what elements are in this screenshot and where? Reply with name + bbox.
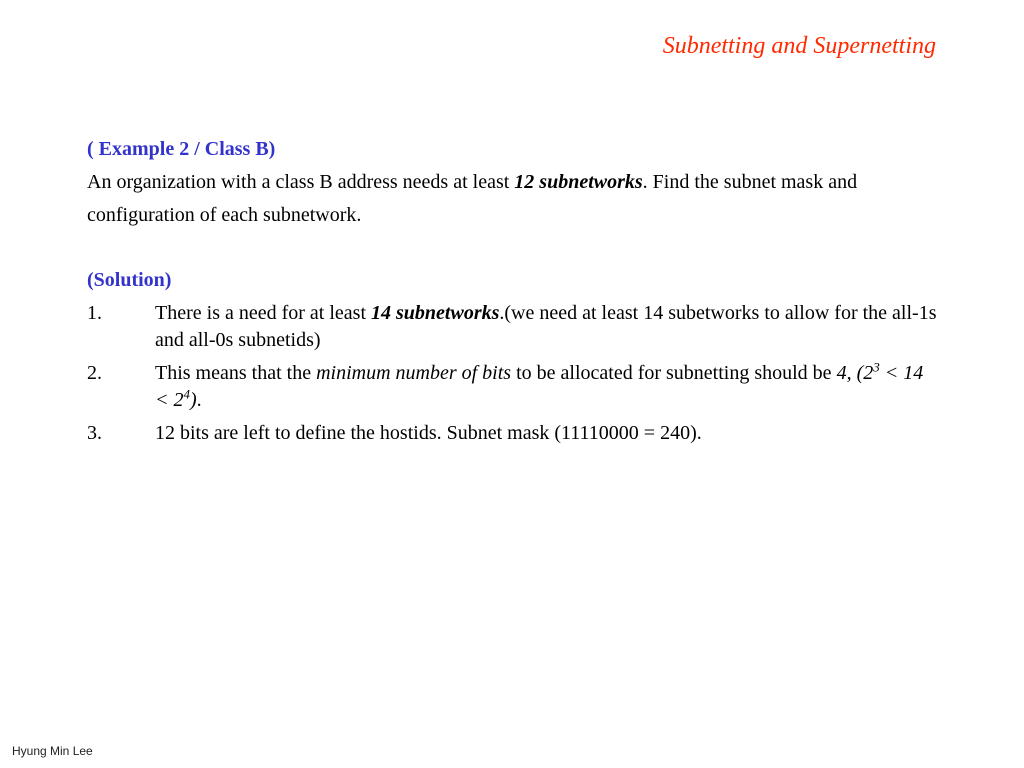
formula-part-a: 4, (2 <box>836 362 874 384</box>
problem-text-end: . Find the subnet mask and configuration of each subnetwork. <box>87 171 858 226</box>
solution-heading: (Solution) <box>87 269 172 291</box>
step-text-end: .(we need at least 14 subetworks to allow for the all-1s and all-0s subnetids) <box>155 302 937 351</box>
step-text: 12 bits are left to define the hostids. Subnet mask (11110000 = 240). <box>155 422 702 444</box>
formula-part-c: ) <box>190 389 197 411</box>
step-number: 2. <box>87 362 102 384</box>
step-number: 1. <box>87 302 102 324</box>
step-number: 3. <box>87 422 102 444</box>
exponent-2: 4 <box>183 386 190 402</box>
step-text <box>155 300 937 354</box>
step-text <box>155 360 937 414</box>
solution-step-2 <box>87 357 937 417</box>
solution-step-3 <box>87 417 937 450</box>
problem-emphasis: 12 subnetworks <box>514 171 643 193</box>
footer-author: Hyung Min Lee <box>12 744 93 758</box>
problem-text-start: An organization with a class B address needs at least <box>87 171 515 193</box>
slide-content <box>87 133 937 450</box>
step-emphasis: 14 subnetworks <box>371 302 500 324</box>
step-text-end: . <box>196 389 202 411</box>
solution-step-1 <box>87 297 937 357</box>
formula-part-b: < 14 < 2 <box>155 362 924 411</box>
slide-title: Subnetting and Supernetting <box>662 33 936 59</box>
step-text-start: This means that the <box>155 362 317 384</box>
spacer <box>87 232 937 264</box>
example-heading: ( Example 2 / Class B) <box>87 138 276 160</box>
exponent-1: 3 <box>873 359 880 375</box>
step-text-start: There is a need for at least <box>155 302 372 324</box>
problem-statement <box>87 166 937 232</box>
step-text-middle: to be allocated for subnetting should be <box>511 362 837 384</box>
step-emphasis: minimum number of bits <box>316 362 512 384</box>
